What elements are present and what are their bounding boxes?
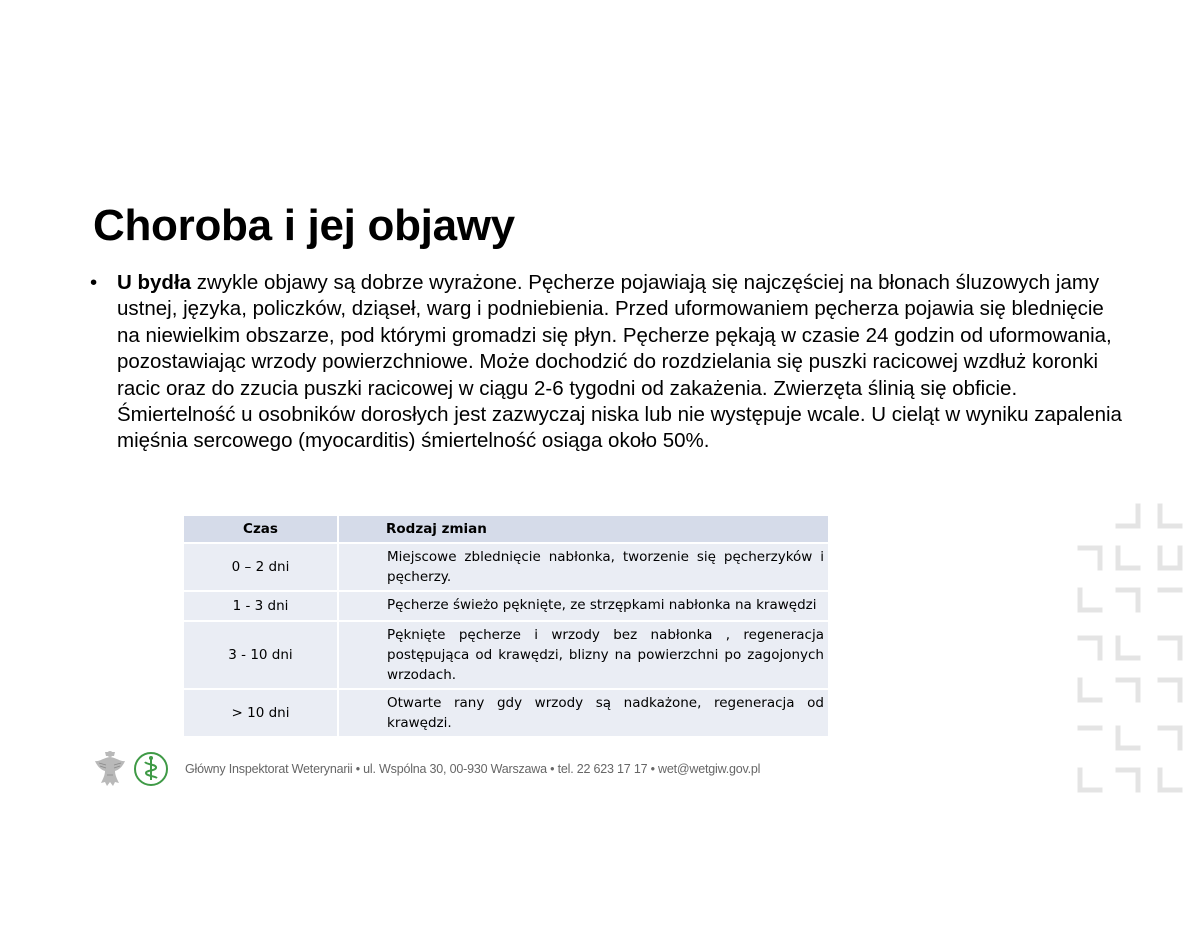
changes-table — [184, 516, 830, 738]
cell-desc: Pęcherze świeżo pęknięte, ze strzępkami nabłonka na krawędzi — [338, 591, 829, 621]
table-row — [184, 621, 829, 689]
bullet-lead: U bydła — [117, 271, 192, 294]
cell-desc: Miejscowe zblednięcie nabłonka, tworzenie się pęcherzyków i pęcherzy. — [338, 543, 829, 591]
decorative-pattern — [1070, 498, 1200, 798]
slide-title: Choroba i jej objawy — [93, 201, 515, 250]
bullet-text: zwykle objawy są dobrze wyrażone. Pęcherze pojawiają się najczęściej na błonach śluzowych jamy ustnej, języka, policzków, dziąseł, warg i podniebienia. Przed uformowaniem pęcherza pojawia się blednięcie na niewielkim obszarze, pod którymi gromadzi się płyn. Pęcherze pękają w czasie 24 godzin od uformowania, pozostawiając wrzody powierzchniowe. Może dochodzić do rozdzielania się puszki racicowej wzdłuż koronki racic oraz do zzucia puszki racicowej w ciągu 2-6 tygodni od zakażenia. Zwierzęta ślinią się obficie. Śmiertelność u osobników dorosłych jest zazwyczaj niska lub nie występuje wcale. U cieląt w wyniku zapalenia mięśnia sercowego (myocarditis) śmiertelność osiąga około 50%. — [117, 271, 1122, 453]
bullet-dot-icon: • — [90, 271, 98, 294]
table-header-row — [184, 516, 829, 543]
footer — [93, 747, 760, 791]
cell-time: 0 – 2 dni — [184, 543, 338, 591]
cell-time: 3 - 10 dni — [184, 621, 338, 689]
bullet-list — [88, 270, 1128, 455]
eagle-emblem-icon — [93, 749, 127, 789]
footer-text: Główny Inspektorat Weterynarii • ul. Wspólna 30, 00-930 Warszawa • tel. 22 623 17 17 • wet@wetgiw.gov.pl — [185, 762, 761, 776]
table-row — [184, 689, 829, 737]
table-row — [184, 543, 829, 591]
footer-logos — [93, 749, 169, 789]
veterinary-logo-icon — [133, 751, 169, 787]
table-row — [184, 591, 829, 621]
cell-desc: Otwarte rany gdy wrzody są nadkażone, regeneracja od krawędzi. — [338, 689, 829, 737]
bullet-item — [88, 270, 1128, 455]
header-desc: Rodzaj zmian — [338, 516, 829, 543]
cell-desc: Pęknięte pęcherze i wrzody bez nabłonka , regeneracja postępująca od krawędzi, blizny na powierzchni po zagojonych wrzodach. — [338, 621, 829, 689]
cell-time: 1 - 3 dni — [184, 591, 338, 621]
cell-time: > 10 dni — [184, 689, 338, 737]
header-time: Czas — [184, 516, 338, 543]
bullet-content — [117, 270, 1128, 455]
